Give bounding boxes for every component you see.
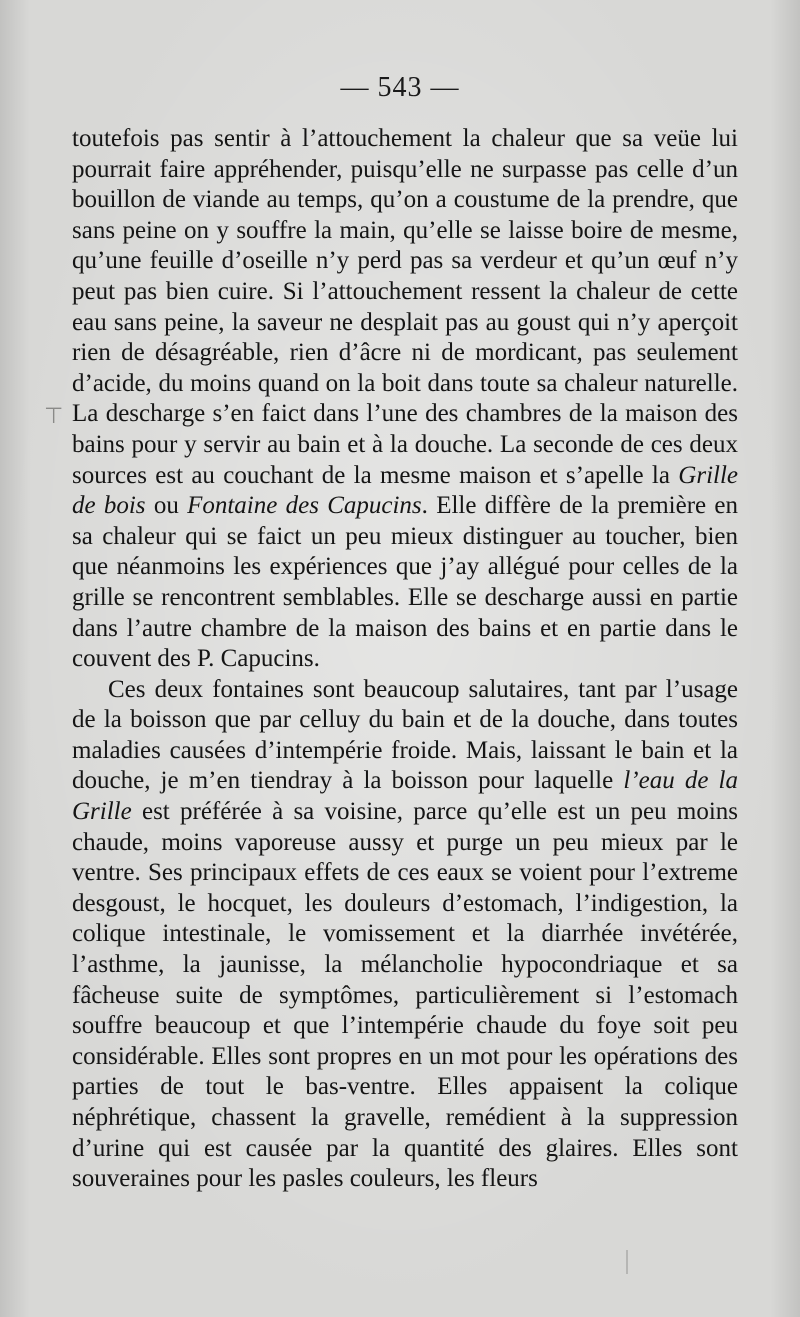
page-number: — 543 — — [340, 72, 460, 103]
paragraph-2-text-a: Ces deux fontaines sont beaucoup salutaires, tant par l’usage de la boisson que par celluy du bain et de la douche, dans toutes maladies causées d’intempérie froide. Mais, laissant le bain et la douche, je m’en tiendray à la boisson pour laquelle — [72, 675, 738, 795]
paragraph-1 — [72, 124, 738, 675]
paragraph-2-text-b: est préférée à sa voisine, parce qu’elle est un peu moins chaude, moins vaporeuse aussy et purge un peu mieux par le ventre. Ses principaux effets de ces eaux se voient pour l’extreme desgoust, le hocquet, les douleurs d’estomach, l’indigestion, la colique intestinale, le vomissement et la diarrhée invétérée, l’asthme, la jaunisse, la mélancholie hypocondriaque et sa fâcheuse suite de symptômes, particulièrement si l’estomach souffre beaucoup et que l’intempérie chaude du foye soit peu considérable. Elles sont propres en un mot pour les opérations des parties de tout le bas-ventre. Elles appaisent la colique néphrétique, chassent la gravelle, remédient à la suppression d’urine qui est causée par la quantité des glaires. Elles sont souveraines pour les pasles couleurs, les fleurs — [72, 798, 738, 1193]
fontaine-des-capucins-term: Fontaine des Capucins — [187, 492, 422, 520]
eau-de-la-grille-term: l’eau de la Grille — [72, 767, 738, 826]
paragraph-1-text-b: ou — [145, 492, 188, 520]
body-text — [72, 124, 738, 1195]
paragraph-1-text-a: toutefois pas sentir à l’attouchement la chaleur que sa veüe lui pourrait faire appréhender, puisqu’elle ne surpasse pas celle d’un bouillon de viande au temps, qu’on a coustume de la prendre, que sans peine on y souffre la main, qu’elle se laisse boire de mesme, qu’une feuille d’oseille n’y perd pas sa verdeur et qu’un œuf n’y peut pas bien cuire. Si l’attouchement ressent la chaleur de cette eau sans peine, la saveur ne desplait pas au goust qui n’y aperçoit rien de désagréable, rien d’âcre ni de mordicant, pas seulement d’acide, du moins quand on la boit dans toute sa chaleur naturelle. La descharge s’en faict dans l’une des chambres de la maison des bains pour y servir au bain et à la douche. La seconde de ces deux sources est au couchant de la mesme maison et s’apelle la — [72, 125, 738, 489]
margin-pencil-mark: ⊤ — [44, 404, 64, 429]
page-edge-mark — [626, 1250, 628, 1274]
grille-de-bois-term: Grille de bois — [72, 461, 738, 520]
paragraph-1-text-c: . Elle diffère de la première en sa chaleur qui se faict un peu mieux distinguer au toucher, bien que néanmoins les expériences que j’ay allégué pour celles de la grille se rencontrent semblables. Elle se descharge aussi en partie dans l’autre chambre de la maison des bains et en partie dans le couvent des P. Capucins. — [72, 492, 739, 673]
paragraph-2 — [72, 675, 738, 1195]
